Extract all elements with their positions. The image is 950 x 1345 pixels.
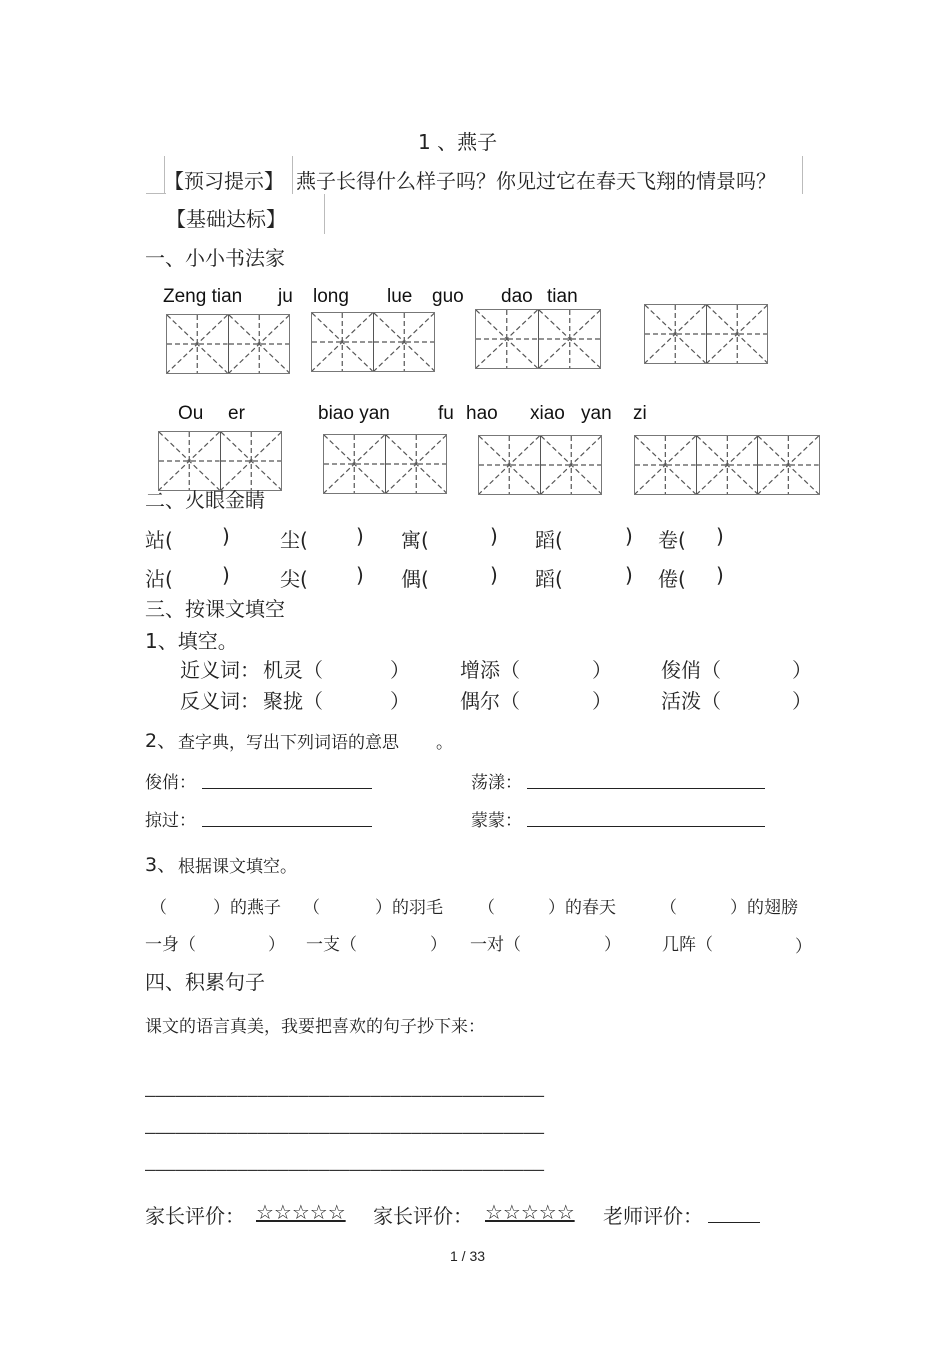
cell-guide-lines (541, 436, 602, 494)
bracket-close: ） (792, 689, 812, 713)
answer-line[interactable] (527, 770, 765, 789)
writing-cell[interactable] (312, 313, 374, 371)
bracket-close: ) (716, 524, 724, 548)
bracket-close: ） (430, 935, 447, 955)
word-label: 荡漾： (471, 773, 522, 793)
pinyin: dao (501, 286, 533, 307)
question-2-end: 。 (436, 733, 453, 753)
teacher-eval-label: 老师评价： (603, 1204, 703, 1228)
preview-text: 燕子长得什么样子吗？你见过它在春天飞翔的情景吗？ (296, 169, 776, 193)
bracket-close: ） (795, 937, 812, 957)
pinyin: tian (547, 286, 578, 307)
writing-grid[interactable] (478, 435, 602, 495)
bracket-close: ) (490, 563, 498, 587)
word-item: 聚拢（ (263, 689, 323, 713)
page-number: 1 / 33 (450, 1248, 486, 1264)
bracket-close: ) (625, 563, 633, 587)
pinyin: xiao (530, 403, 565, 424)
question-2-text: 查字典，写出下列词语的意思 (178, 733, 399, 753)
preview-label: 【预习提示】 (164, 169, 284, 193)
cell-guide-lines (635, 436, 696, 494)
writing-grid[interactable] (311, 312, 435, 372)
section-4-heading: 四、积累句子 (145, 970, 265, 994)
writing-cell[interactable] (229, 315, 290, 373)
cell-guide-lines (476, 310, 538, 368)
bracket-close: ) (222, 563, 230, 587)
writing-grid[interactable] (158, 431, 282, 491)
char-item: 蹈( (535, 567, 563, 591)
question-3-number: 3、 (145, 854, 177, 876)
question-3-text: 根据课文填空。 (178, 857, 297, 877)
fill-item: 几阵（ (662, 935, 713, 955)
writing-cell[interactable] (386, 435, 447, 493)
table-border (324, 194, 325, 234)
word-label: 蒙蒙： (471, 811, 522, 831)
cell-guide-lines (479, 436, 540, 494)
char-item: 偶( (401, 567, 429, 591)
char-item: 站( (145, 528, 173, 552)
char-item: 蹈( (535, 528, 563, 552)
parent-eval-label: 家长评价： (373, 1204, 473, 1228)
char-item: 卷( (658, 528, 686, 552)
pinyin: hao (466, 403, 498, 424)
word-item: 偶尔（ (460, 689, 520, 713)
writing-cell[interactable] (221, 432, 282, 490)
table-border (146, 193, 166, 194)
writing-cell[interactable] (697, 436, 759, 494)
copy-line[interactable]: ——————————————————————————————————————— (145, 1086, 545, 1106)
table-border (292, 156, 293, 194)
writing-cell[interactable] (374, 313, 435, 371)
writing-cell[interactable] (479, 436, 541, 494)
section-4-instruction: 课文的语言真美，我要把喜欢的句子抄下来： (145, 1017, 485, 1037)
pinyin: er (228, 403, 245, 424)
writing-grid[interactable] (166, 314, 290, 374)
char-item: 寓( (401, 528, 429, 552)
bracket-close: ) (356, 563, 364, 587)
writing-cell[interactable] (539, 310, 601, 368)
pinyin: zi (633, 403, 647, 424)
table-border (802, 156, 803, 194)
word-item: 俊俏（ (661, 658, 721, 682)
bracket-close: ) (222, 524, 230, 548)
fill-item: 一对（ (470, 935, 521, 955)
pinyin: lue (387, 286, 413, 307)
star-rating[interactable]: ☆☆☆☆☆ (485, 1200, 575, 1224)
page-title: 1 、燕子 (418, 130, 498, 154)
writing-cell[interactable] (541, 436, 602, 494)
answer-line[interactable] (202, 770, 372, 789)
cell-guide-lines (386, 435, 447, 493)
pinyin: ju (278, 286, 293, 307)
writing-grid[interactable] (634, 435, 820, 495)
cell-guide-lines (324, 435, 385, 493)
fill-item: 一支（ (306, 935, 357, 955)
bracket-close: ) (356, 524, 364, 548)
fill-item: ）的翅膀 (730, 898, 798, 918)
bracket-close: ) (716, 563, 724, 587)
writing-grid[interactable] (475, 309, 601, 369)
char-item: 尖( (280, 567, 308, 591)
writing-grid[interactable] (323, 434, 447, 494)
writing-cell[interactable] (324, 435, 386, 493)
word-label: 俊俏： (145, 773, 196, 793)
copy-line[interactable]: ——————————————————————————————————————— (145, 1123, 545, 1143)
char-item: 尘( (280, 528, 308, 552)
char-item: 倦( (658, 567, 686, 591)
section-2-heading: 二、火眼金睛 (145, 488, 265, 512)
bracket-close: ） (390, 658, 410, 682)
cell-guide-lines (707, 305, 768, 363)
cell-guide-lines (697, 436, 758, 494)
word-item: 增添（ (460, 658, 520, 682)
bracket-close: ） (592, 689, 612, 713)
bracket-open: （ (660, 898, 677, 918)
fill-item: ）的燕子 (213, 898, 281, 918)
cell-guide-lines (758, 436, 819, 494)
fill-item: ）的羽毛 (375, 898, 443, 918)
answer-line[interactable] (527, 808, 765, 827)
writing-cell[interactable] (476, 310, 539, 368)
writing-cell[interactable] (635, 436, 697, 494)
writing-cell[interactable] (167, 315, 229, 373)
bracket-open: （ (150, 898, 167, 918)
answer-line[interactable] (202, 808, 372, 827)
basic-label: 【基础达标】 (166, 207, 286, 231)
bracket-close: ） (268, 935, 285, 955)
pinyin: fu (438, 403, 454, 424)
bracket-open: （ (303, 898, 320, 918)
word-item: 机灵（ (263, 658, 323, 682)
writing-grid[interactable] (644, 304, 768, 364)
writing-cell[interactable] (159, 432, 221, 490)
cell-guide-lines (159, 432, 220, 490)
copy-line[interactable]: ——————————————————————————————————————— (145, 1160, 545, 1180)
teacher-eval-line[interactable] (708, 1204, 760, 1223)
parent-eval-label: 家长评价： (145, 1204, 245, 1228)
word-item: 活泼（ (661, 689, 721, 713)
question-1: 1、填空。 (145, 629, 238, 653)
star-rating[interactable]: ☆☆☆☆☆ (256, 1200, 346, 1224)
writing-cell[interactable] (645, 305, 707, 363)
question-2-number: 2、 (145, 730, 177, 752)
fill-item: 一身（ (145, 935, 196, 955)
pinyin: guo (432, 286, 464, 307)
fill-item: ）的春天 (548, 898, 616, 918)
bracket-close: ) (490, 524, 498, 548)
bracket-close: ） (604, 935, 621, 955)
pinyin: biao yan (318, 403, 390, 424)
pinyin: long (313, 286, 349, 307)
bracket-close: ） (592, 658, 612, 682)
cell-guide-lines (229, 315, 290, 373)
section-3-heading: 三、按课文填空 (145, 597, 285, 621)
char-item: 沾( (145, 567, 173, 591)
writing-cell[interactable] (707, 305, 768, 363)
bracket-close: ) (625, 524, 633, 548)
pinyin: yan (581, 403, 612, 424)
word-label: 掠过： (145, 811, 196, 831)
antonym-label: 反义词： (180, 689, 260, 713)
cell-guide-lines (539, 310, 601, 368)
writing-cell[interactable] (758, 436, 819, 494)
bracket-open: （ (478, 898, 495, 918)
pinyin: Zeng tian (163, 286, 243, 307)
cell-guide-lines (167, 315, 228, 373)
cell-guide-lines (312, 313, 373, 371)
bracket-close: ） (390, 689, 410, 713)
cell-guide-lines (374, 313, 435, 371)
synonym-label: 近义词： (180, 658, 260, 682)
cell-guide-lines (645, 305, 706, 363)
pinyin: Ou (178, 403, 204, 424)
cell-guide-lines (221, 432, 282, 490)
section-1-heading: 一、小小书法家 (145, 246, 285, 270)
bracket-close: ） (792, 658, 812, 682)
